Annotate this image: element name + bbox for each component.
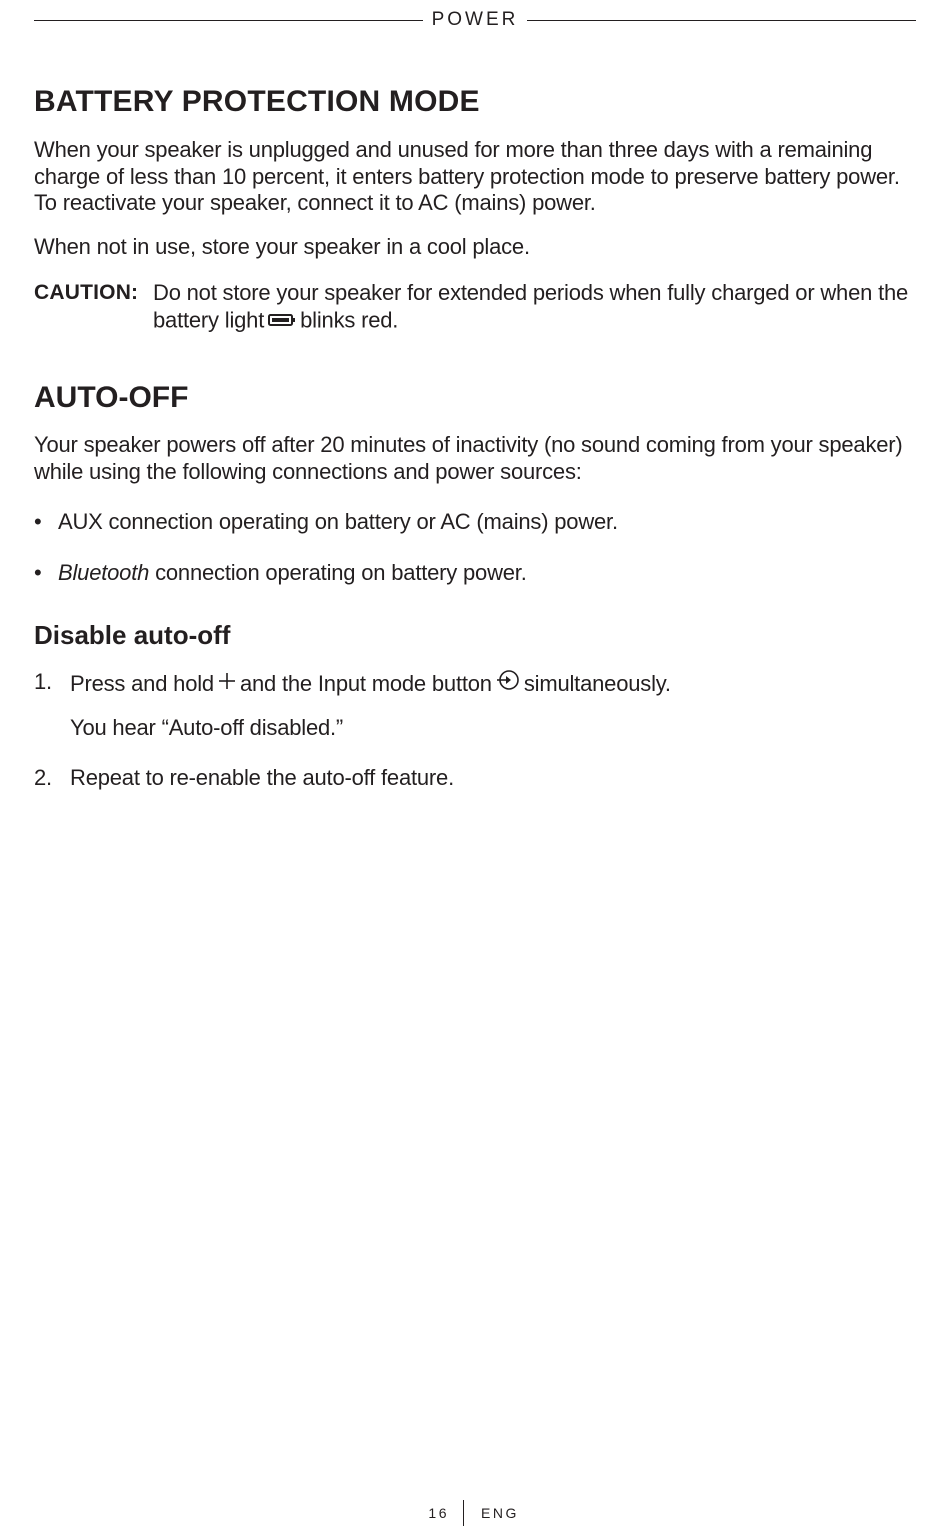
caution-label: CAUTION: xyxy=(34,281,139,304)
bluetooth-term: Bluetooth xyxy=(58,560,150,585)
step-item xyxy=(34,669,671,702)
battery-protection-paragraph: When your speaker is unplugged and unused for more than three days with a remaining charge of less than 10 percent, it enters battery protection mode to preserve battery power. To reactivate your speaker, connect it to AC (mains) power. xyxy=(34,137,900,215)
header-rule-left xyxy=(34,20,423,21)
auto-off-title: AUTO-OFF xyxy=(34,381,189,414)
step-number: 2. xyxy=(34,765,52,790)
step-text xyxy=(70,669,671,702)
step-sub-text: You hear “Auto-off disabled.” xyxy=(70,715,344,740)
auto-off-paragraph: Your speaker powers off after 20 minutes of inactivity (no sound coming from your speaker) while using the following connections and power sources: xyxy=(34,432,903,484)
plus-icon xyxy=(218,670,236,697)
battery-icon xyxy=(268,307,296,334)
language-code: ENG xyxy=(481,1505,519,1521)
battery-protection-title: BATTERY PROTECTION MODE xyxy=(34,85,480,118)
step-text-part3: simultaneously. xyxy=(523,671,671,697)
section-header xyxy=(34,8,916,32)
header-rule-right xyxy=(527,20,916,21)
caution-text xyxy=(153,280,916,336)
section-label: POWER xyxy=(431,9,519,30)
bullet-marker: • xyxy=(34,560,42,585)
caution-note xyxy=(34,280,916,336)
page-footer xyxy=(0,1500,950,1526)
step-text: Repeat to re-enable the auto-off feature. xyxy=(70,765,454,790)
step-text-part1: Press and hold xyxy=(70,671,214,697)
bullet-text: AUX connection operating on battery or AC (mains) power. xyxy=(58,509,618,534)
caution-text-end: blinks red. xyxy=(300,307,399,333)
step-item xyxy=(34,765,454,792)
page-number: 16 xyxy=(428,1505,449,1521)
bullet-text xyxy=(58,560,527,587)
list-item xyxy=(34,560,527,587)
input-mode-icon xyxy=(496,669,520,698)
step-number: 1. xyxy=(34,669,52,694)
list-item xyxy=(34,509,618,536)
bullet-text-rest: connection operating on battery power. xyxy=(149,560,527,585)
step-text-part2: and the Input mode button xyxy=(239,671,492,697)
disable-auto-off-title: Disable auto-off xyxy=(34,620,231,650)
caution-text-start: Do not store your speaker for extended periods when fully charged or when the battery light xyxy=(153,280,909,333)
bullet-marker: • xyxy=(34,509,42,534)
storage-paragraph: When not in use, store your speaker in a cool place. xyxy=(34,234,530,259)
